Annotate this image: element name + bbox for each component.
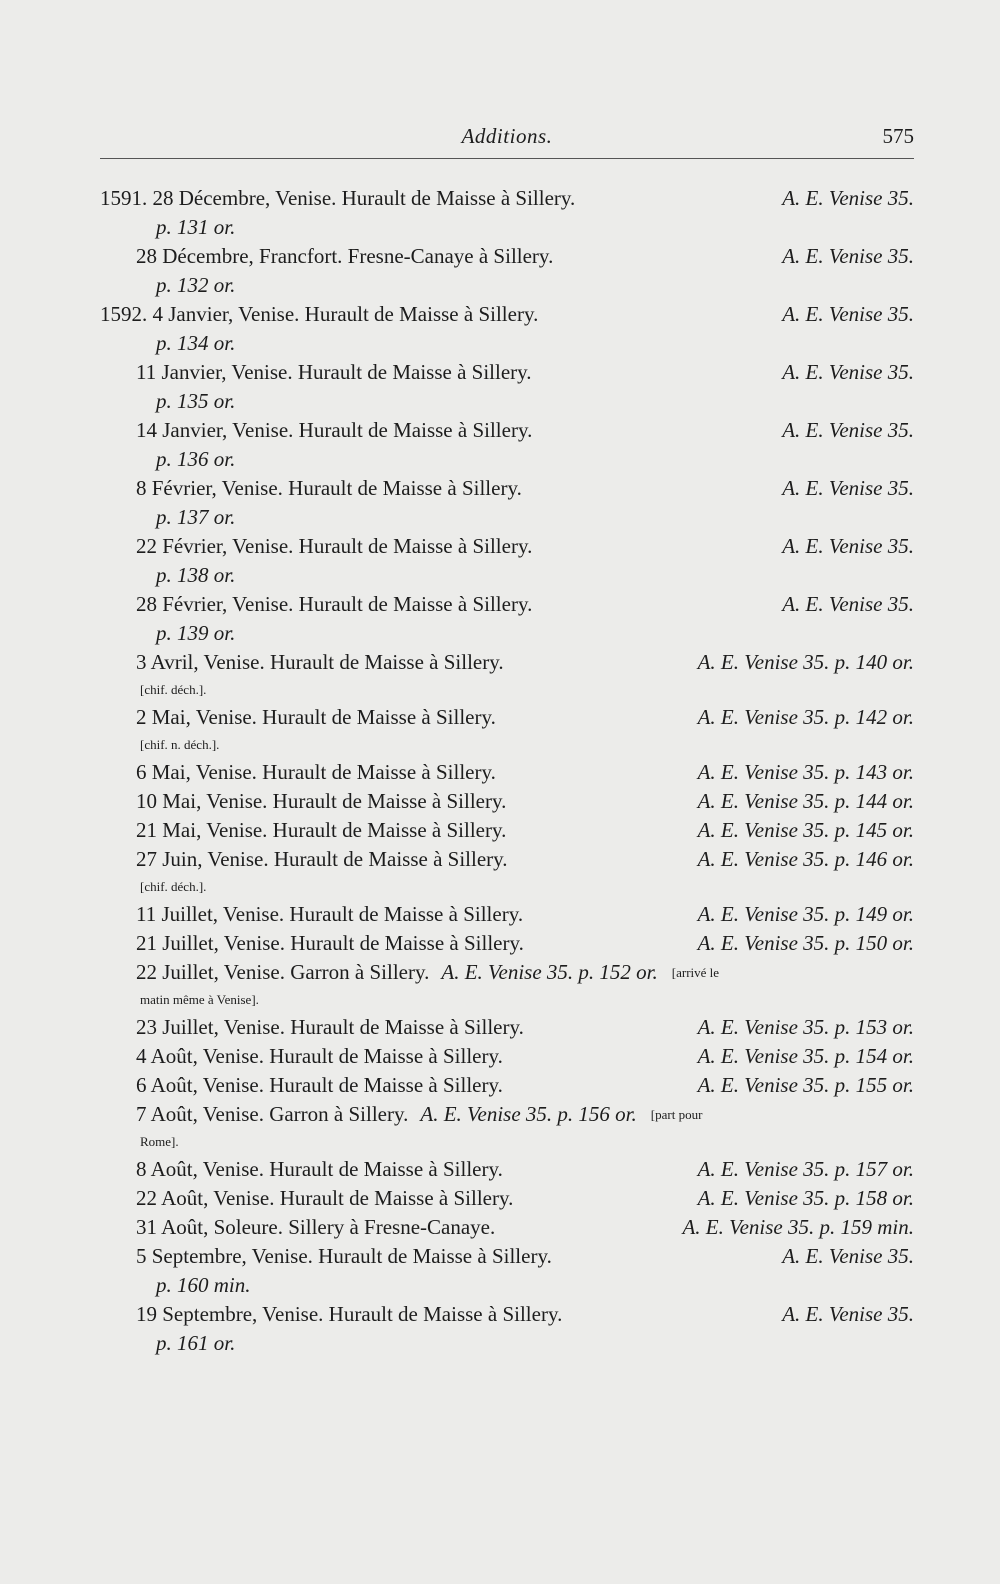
entry-line xyxy=(100,1184,914,1213)
entry-main: 22 Juillet, Venise. Garron à Sillery. xyxy=(136,960,430,984)
entry-main: 14 Janvier, Venise. Hurault de Maisse à Sillery. xyxy=(136,418,533,442)
entry-list xyxy=(100,184,914,1358)
volume-ref: Venise 35. p. 150 or. xyxy=(744,931,914,955)
list-item xyxy=(100,1042,914,1071)
entry-reference xyxy=(698,845,914,874)
entry-page-ref: p. 131 or. xyxy=(156,215,236,239)
entry-main: 4 Janvier, Venise. Hurault de Maisse à Sillery. xyxy=(152,302,539,326)
entry-text xyxy=(136,1155,503,1184)
list-item xyxy=(100,1242,914,1300)
entry-text xyxy=(136,845,508,874)
archive-ref: A. E. xyxy=(697,760,739,784)
list-item xyxy=(100,900,914,929)
entry-year: 1592. xyxy=(100,302,148,326)
entry-text xyxy=(136,416,532,445)
entry-page-ref: p. 135 or. xyxy=(156,389,236,413)
archive-ref: A. E. xyxy=(782,360,824,384)
archive-ref: A. E. xyxy=(782,302,824,326)
archive-ref: A. E. xyxy=(697,705,739,729)
entry-reference xyxy=(698,816,914,845)
volume-ref: Venise 35. p. 158 or. xyxy=(744,1186,914,1210)
entry-text xyxy=(136,1013,524,1042)
entry-text xyxy=(136,787,506,816)
entry-line xyxy=(100,358,914,387)
list-item xyxy=(100,758,914,787)
archive-ref: A. E. xyxy=(697,1044,739,1068)
volume-ref: Venise 35. p. 142 or. xyxy=(744,705,914,729)
entry-year: 1591. xyxy=(100,186,148,210)
volume-ref: Venise 35. xyxy=(828,1302,914,1326)
archive-ref: A. E. xyxy=(697,789,739,813)
entry-reference xyxy=(698,1155,914,1184)
entry-main: 3 Avril, Venise. Hurault de Maisse à Sillery. xyxy=(136,650,504,674)
volume-ref: Venise 35. p. 145 or. xyxy=(744,818,914,842)
entry-text xyxy=(136,900,523,929)
entry-text xyxy=(136,358,532,387)
entry-main: 11 Janvier, Venise. Hurault de Maisse à Sillery. xyxy=(136,360,532,384)
entry-reference xyxy=(698,900,914,929)
entry-reference xyxy=(441,958,657,987)
archive-ref: A. E. xyxy=(697,931,739,955)
entry-reference xyxy=(782,300,914,329)
archive-ref: A. E. xyxy=(682,1215,724,1239)
entry-text xyxy=(136,1071,503,1100)
entry-reference xyxy=(782,184,914,213)
entry-line xyxy=(100,1300,914,1329)
archive-ref: A. E. xyxy=(782,244,824,268)
entry-reference xyxy=(782,532,914,561)
volume-ref: Venise 35. p. 156 or. xyxy=(467,1102,637,1126)
entry-main: 10 Mai, Venise. Hurault de Maisse à Sillery. xyxy=(136,789,507,813)
entry-main: 22 Février, Venise. Hurault de Maisse à Sillery. xyxy=(136,534,533,558)
entry-main: 11 Juillet, Venise. Hurault de Maisse à Sillery. xyxy=(136,902,524,926)
volume-ref: Venise 35. xyxy=(828,244,914,268)
entry-line xyxy=(100,1155,914,1184)
volume-ref: Venise 35. p. 159 min. xyxy=(729,1215,914,1239)
entry-main: 6 Août, Venise. Hurault de Maisse à Sillery. xyxy=(136,1073,503,1097)
volume-ref: Venise 35. p. 143 or. xyxy=(744,760,914,784)
entry-reference xyxy=(698,703,914,732)
entry-main: 31 Août, Soleure. Sillery à Fresne-Canaye. xyxy=(136,1215,496,1239)
list-item xyxy=(100,416,914,474)
entry-reference xyxy=(782,1300,914,1329)
running-title: Additions. xyxy=(461,124,553,148)
entry-reference xyxy=(698,787,914,816)
entry-reference xyxy=(698,1013,914,1042)
archive-ref: A. E. xyxy=(697,1015,739,1039)
entry-main: 22 Août, Venise. Hurault de Maisse à Sillery. xyxy=(136,1186,514,1210)
entry-page-ref: p. 136 or. xyxy=(156,447,236,471)
entry-line xyxy=(100,758,914,787)
list-item xyxy=(100,648,914,703)
entry-reference xyxy=(698,1071,914,1100)
entry-line xyxy=(100,416,914,445)
entry-main: 21 Mai, Venise. Hurault de Maisse à Sillery. xyxy=(136,818,507,842)
entry-line xyxy=(100,1042,914,1071)
list-item xyxy=(100,474,914,532)
volume-ref: Venise 35. p. 157 or. xyxy=(744,1157,914,1181)
volume-ref: Venise 35. p. 144 or. xyxy=(744,789,914,813)
entry-reference xyxy=(782,416,914,445)
volume-ref: Venise 35. xyxy=(828,418,914,442)
list-item xyxy=(100,1300,914,1358)
list-item xyxy=(100,1100,914,1155)
entry-reference xyxy=(698,1184,914,1213)
entry-page-ref: p. 132 or. xyxy=(156,273,236,297)
entry-text xyxy=(136,958,429,987)
volume-ref: Venise 35. xyxy=(828,534,914,558)
entry-main: 28 Décembre, Venise. Hurault de Maisse à Sillery. xyxy=(152,186,576,210)
entry-main: 27 Juin, Venise. Hurault de Maisse à Sillery. xyxy=(136,847,508,871)
entry-reference xyxy=(782,590,914,619)
entry-line xyxy=(100,648,914,677)
volume-ref: Venise 35. p. 146 or. xyxy=(744,847,914,871)
entry-reference xyxy=(782,358,914,387)
entry-text xyxy=(136,929,524,958)
entry-line xyxy=(100,184,914,213)
entry-note: [chif. n. déch.]. xyxy=(140,737,220,752)
list-item xyxy=(100,958,914,1013)
volume-ref: Venise 35. xyxy=(828,476,914,500)
archive-ref: A. E. xyxy=(782,534,824,558)
archive-ref: A. E. xyxy=(441,960,483,984)
archive-ref: A. E. xyxy=(697,847,739,871)
entry-text xyxy=(136,1213,495,1242)
list-item xyxy=(100,845,914,900)
entry-text xyxy=(100,300,538,329)
entry-text xyxy=(136,648,504,677)
entry-text xyxy=(136,1300,562,1329)
archive-ref: A. E. xyxy=(697,1157,739,1181)
list-item xyxy=(100,816,914,845)
entry-reference xyxy=(682,1213,914,1242)
list-item xyxy=(100,703,914,758)
volume-ref: Venise 35. p. 155 or. xyxy=(744,1073,914,1097)
entry-text xyxy=(136,1100,408,1129)
archive-ref: A. E. xyxy=(782,1302,824,1326)
entry-reference xyxy=(782,474,914,503)
entry-line xyxy=(100,900,914,929)
entry-main: 2 Mai, Venise. Hurault de Maisse à Sillery. xyxy=(136,705,496,729)
entry-line xyxy=(100,845,914,874)
list-item xyxy=(100,358,914,416)
entry-main: 6 Mai, Venise. Hurault de Maisse à Sillery. xyxy=(136,760,496,784)
list-item xyxy=(100,1155,914,1184)
entry-main: 19 Septembre, Venise. Hurault de Maisse à Sillery. xyxy=(136,1302,563,1326)
archive-ref: A. E. xyxy=(782,476,824,500)
archive-ref: A. E. xyxy=(782,418,824,442)
entry-main: 8 Août, Venise. Hurault de Maisse à Sillery. xyxy=(136,1157,503,1181)
entry-text xyxy=(136,703,496,732)
entry-line xyxy=(100,703,914,732)
list-item xyxy=(100,532,914,590)
entry-line xyxy=(100,474,914,503)
entry-line xyxy=(100,242,914,271)
entry-main: 28 Février, Venise. Hurault de Maisse à Sillery. xyxy=(136,592,533,616)
entry-text xyxy=(100,184,575,213)
entry-line xyxy=(100,300,914,329)
list-item xyxy=(100,1184,914,1213)
volume-ref: Venise 35. p. 152 or. xyxy=(488,960,658,984)
archive-ref: A. E. xyxy=(697,902,739,926)
entry-line xyxy=(100,1213,914,1242)
entry-note: [chif. déch.]. xyxy=(140,879,207,894)
entry-note-start: [part pour xyxy=(650,1107,703,1122)
entry-note: matin même à Venise]. xyxy=(140,992,259,1007)
entry-line xyxy=(100,532,914,561)
list-item xyxy=(100,242,914,300)
volume-ref: Venise 35. p. 153 or. xyxy=(744,1015,914,1039)
entry-line xyxy=(100,1242,914,1271)
volume-ref: Venise 35. p. 154 or. xyxy=(744,1044,914,1068)
entry-line xyxy=(100,1013,914,1042)
entry-main: 28 Décembre, Francfort. Fresne-Canaye à Sillery. xyxy=(136,244,554,268)
entry-line xyxy=(100,929,914,958)
entry-line xyxy=(100,590,914,619)
entry-text xyxy=(136,816,506,845)
entry-reference xyxy=(698,648,914,677)
volume-ref: Venise 35. p. 149 or. xyxy=(744,902,914,926)
list-item xyxy=(100,1071,914,1100)
archive-ref: A. E. xyxy=(697,1186,739,1210)
entry-note: Rome]. xyxy=(140,1134,179,1149)
entry-text xyxy=(136,532,532,561)
entry-text xyxy=(136,590,532,619)
archive-ref: A. E. xyxy=(697,818,739,842)
list-item xyxy=(100,787,914,816)
volume-ref: Venise 35. xyxy=(828,360,914,384)
entry-page-ref: p. 137 or. xyxy=(156,505,236,529)
archive-ref: A. E. xyxy=(697,1073,739,1097)
list-item xyxy=(100,590,914,648)
entry-text xyxy=(136,474,522,503)
entry-text xyxy=(136,242,553,271)
archive-ref: A. E. xyxy=(782,1244,824,1268)
entry-page-ref: p. 161 or. xyxy=(156,1331,236,1355)
entry-note: [chif. déch.]. xyxy=(140,682,207,697)
entry-line xyxy=(100,816,914,845)
entry-line xyxy=(100,1100,914,1129)
entry-line xyxy=(100,958,914,987)
entry-reference xyxy=(698,1042,914,1071)
entry-line xyxy=(100,787,914,816)
entry-main: 7 Août, Venise. Garron à Sillery. xyxy=(136,1102,409,1126)
entry-reference xyxy=(698,929,914,958)
entry-text xyxy=(136,1042,503,1071)
volume-ref: Venise 35. xyxy=(828,592,914,616)
entry-reference xyxy=(782,242,914,271)
entry-note-start: [arrivé le xyxy=(671,965,720,980)
entry-main: 8 Février, Venise. Hurault de Maisse à Sillery. xyxy=(136,476,522,500)
entry-text xyxy=(136,1242,552,1271)
volume-ref: Venise 35. p. 140 or. xyxy=(744,650,914,674)
entry-reference xyxy=(420,1100,636,1129)
volume-ref: Venise 35. xyxy=(828,302,914,326)
archive-ref: A. E. xyxy=(782,186,824,210)
page-header xyxy=(100,124,914,159)
archive-ref: A. E. xyxy=(782,592,824,616)
entry-text xyxy=(136,1184,513,1213)
entry-reference xyxy=(782,1242,914,1271)
entry-page-ref: p. 138 or. xyxy=(156,563,236,587)
archive-ref: A. E. xyxy=(697,650,739,674)
entry-text xyxy=(136,758,496,787)
list-item xyxy=(100,1013,914,1042)
page-number: 575 xyxy=(882,124,914,148)
list-item xyxy=(100,929,914,958)
entry-main: 21 Juillet, Venise. Hurault de Maisse à Sillery. xyxy=(136,931,524,955)
entry-reference xyxy=(698,758,914,787)
volume-ref: Venise 35. xyxy=(828,186,914,210)
entry-page-ref: p. 134 or. xyxy=(156,331,236,355)
entry-main: 5 Septembre, Venise. Hurault de Maisse à Sillery. xyxy=(136,1244,552,1268)
list-item xyxy=(100,184,914,242)
entry-page-ref: p. 160 min. xyxy=(156,1273,251,1297)
volume-ref: Venise 35. xyxy=(828,1244,914,1268)
entry-line xyxy=(100,1071,914,1100)
entry-main: 23 Juillet, Venise. Hurault de Maisse à Sillery. xyxy=(136,1015,524,1039)
entry-page-ref: p. 139 or. xyxy=(156,621,236,645)
entry-main: 4 Août, Venise. Hurault de Maisse à Sillery. xyxy=(136,1044,503,1068)
list-item xyxy=(100,300,914,358)
archive-ref: A. E. xyxy=(420,1102,462,1126)
list-item xyxy=(100,1213,914,1242)
